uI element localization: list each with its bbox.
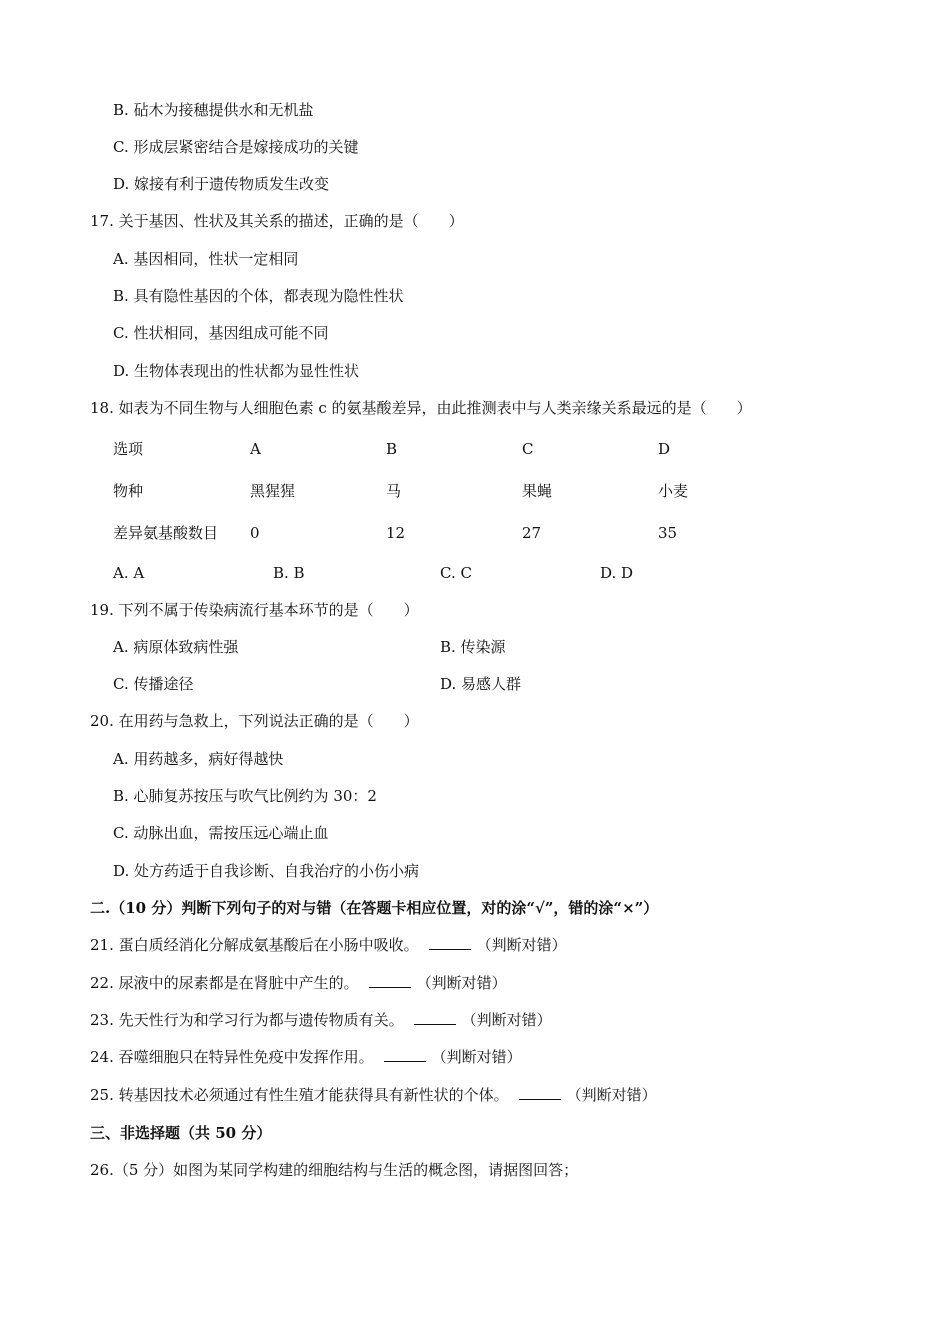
q16-option-c: C. 形成层紧密结合是嫁接成功的关键 [113,138,359,156]
q20-option-d: D. 处方药适于自我诊断、自我治疗的小伤小病 [113,862,420,880]
q18-option-c: C. C [440,564,472,582]
q20-option-a: A. 用药越多，病好得越快 [113,750,284,768]
judge-item [90,935,567,955]
q20-option-c: C. 动脉出血，需按压远心端止血 [113,824,329,842]
q17-option-d: D. 生物体表现出的性状都为显性性状 [113,362,360,380]
section-2-title: 二.（10 分）判断下列句子的对与错（在答题卡相应位置，对的涂“√”，错的涂“×”） [90,899,659,917]
table-cell: C [522,440,534,458]
judge-item-text: 24. 吞噬细胞只在特异性免疫中发挥作用。 [90,1048,374,1066]
q16-option-b: B. 砧木为接穗提供水和无机盐 [113,101,314,119]
q18-option-a: A. A [113,564,145,582]
judge-item-suffix: （判断对错） [461,1011,552,1029]
answer-blank [414,1010,456,1025]
table-cell: 27 [522,524,542,542]
table-cell: 12 [386,524,406,542]
judge-item [90,1085,657,1105]
q19-option-b: B. 传染源 [440,638,506,656]
judge-item-text: 21. 蛋白质经消化分解成氨基酸后在小肠中吸收。 [90,936,419,954]
table-cell: 0 [250,524,260,542]
answer-blank [384,1047,426,1062]
table-cell: 黑猩猩 [250,482,296,500]
q18-stem: 18. 如表为不同生物与人细胞色素 c 的氨基酸差异，由此推测表中与人类亲缘关系最远的是（ ） [90,399,752,417]
q18-option-d: D. D [600,564,634,582]
table-cell: 果蝇 [522,482,553,500]
judge-item-text: 23. 先天性行为和学习行为都与遗传物质有关。 [90,1011,404,1029]
table-cell: 马 [386,482,402,500]
judge-item-suffix: （判断对错） [416,974,507,992]
table-cell: B [386,440,398,458]
judge-item-text: 22. 尿液中的尿素都是在肾脏中产生的。 [90,974,359,992]
judge-item-text: 25. 转基因技术必须通过有性生殖才能获得具有新性状的个体。 [90,1086,509,1104]
judge-item [90,1047,522,1067]
table-cell: 35 [658,524,678,542]
q19-option-d: D. 易感人群 [440,675,522,693]
table-cell: 选项 [113,440,144,458]
table-cell: A [250,440,261,458]
q17-option-a: A. 基因相同，性状一定相同 [113,250,299,268]
q19-option-a: A. 病原体致病性强 [113,638,239,656]
judge-item-suffix: （判断对错） [566,1086,657,1104]
judge-item-suffix: （判断对错） [431,1048,522,1066]
q17-option-c: C. 性状相同，基因组成可能不同 [113,324,329,342]
answer-blank [429,935,471,950]
q19-option-c: C. 传播途径 [113,675,194,693]
q20-stem: 20. 在用药与急救上，下列说法正确的是（ ） [90,712,419,730]
q26-stem: 26.（5 分）如图为某同学构建的细胞结构与生活的概念图，请据图回答； [90,1161,579,1179]
table-cell: 物种 [113,482,144,500]
q18-option-b: B. B [273,564,305,582]
table-cell: 小麦 [658,482,689,500]
q20-option-b: B. 心肺复苏按压与吹气比例约为 30：2 [113,787,377,805]
table-cell: 差异氨基酸数目 [113,524,219,542]
judge-item [90,1010,552,1030]
section-3-title: 三、非选择题（共 50 分） [90,1124,272,1142]
judge-item-suffix: （判断对错） [476,936,567,954]
q16-option-d: D. 嫁接有利于遗传物质发生改变 [113,175,330,193]
answer-blank [519,1085,561,1100]
q17-option-b: B. 具有隐性基因的个体，都表现为隐性性状 [113,287,404,305]
q19-stem: 19. 下列不属于传染病流行基本环节的是（ ） [90,601,419,619]
judge-item [90,973,507,993]
q17-stem: 17. 关于基因、性状及其关系的描述，正确的是（ ） [90,212,464,230]
answer-blank [369,973,411,988]
table-cell: D [658,440,671,458]
